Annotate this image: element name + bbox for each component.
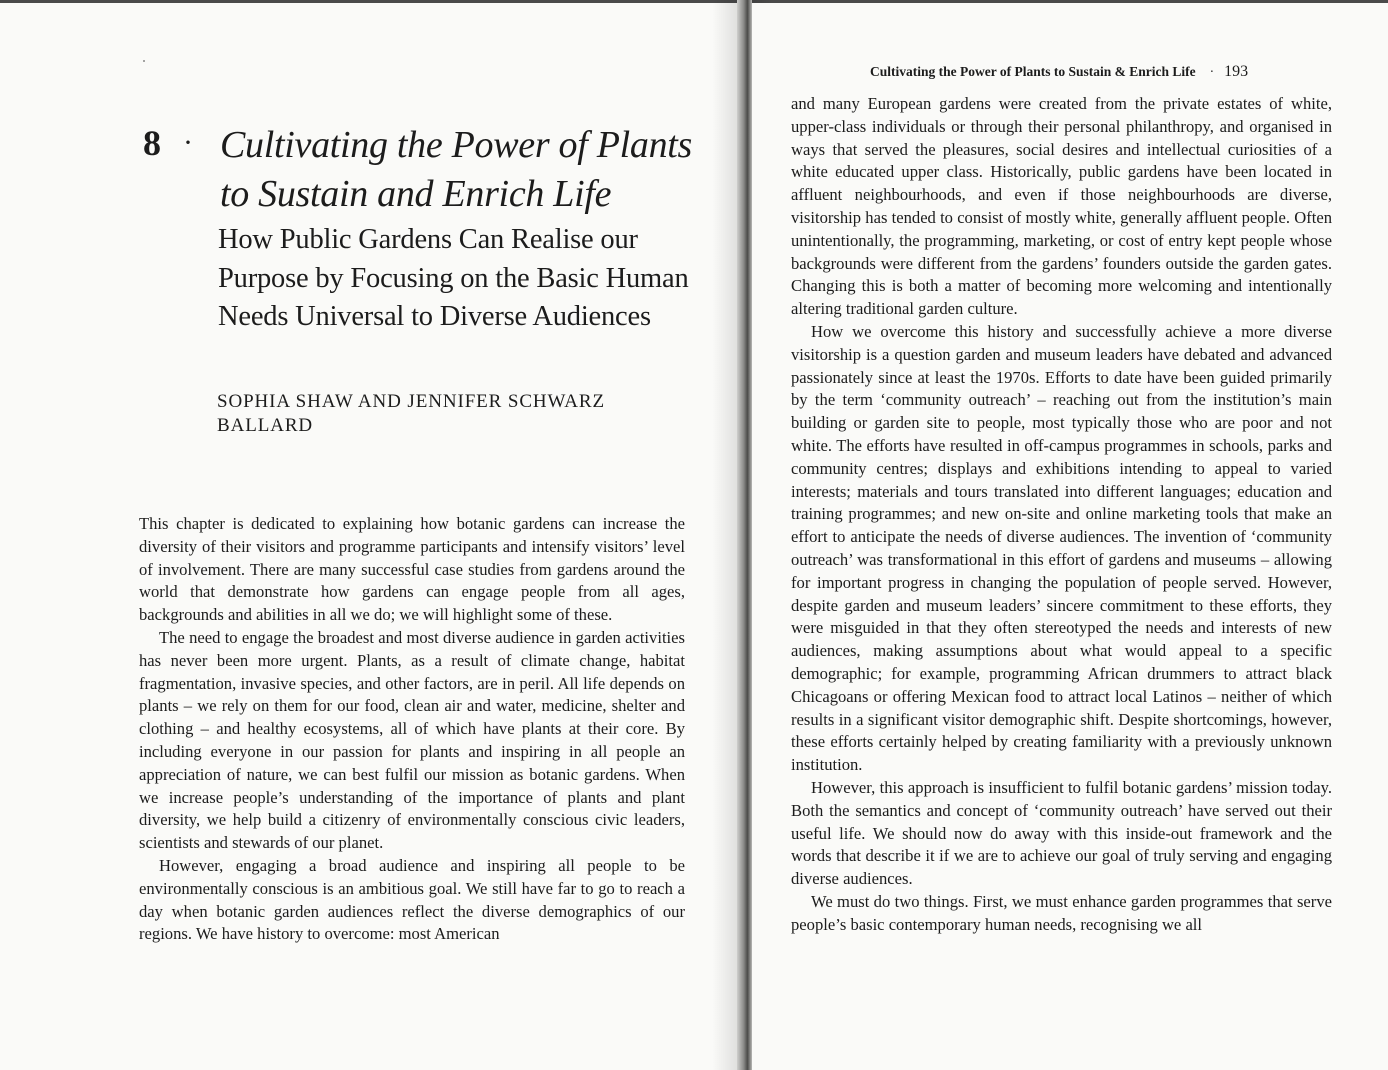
gutter-shadow — [712, 0, 737, 1070]
left-page — [0, 3, 737, 1070]
paragraph: We must do two things. First, we must enhance garden programmes that serve people’s basic contemporary human needs, recognising we all — [791, 891, 1332, 934]
chapter-title: Cultivating the Power of Plants to Sustain and Enrich Life — [220, 124, 693, 215]
paragraph: However, engaging a broad audience and inspiring all people to be environmentally conscious is an ambitious goal. We still have far to go to reach a day when botanic garden audiences reflect the diverse demographics of our regions. We have history to overcome: most American — [139, 855, 685, 944]
paragraph: The need to engage the broadest and most diverse audience in garden activities has never been more urgent. Plants, as a result of climate change, habitat fragmentation, invasive species, and other factors, are in peril. All life depends on plants – we rely on them for our food, clean air and water, medicine, shelter and clothing – and healthy ecosystems, all of which have plants at their core. By including everyone in our passion for plants and inspiring in all people an appreciation of nature, we can best fulfil our mission as botanic gardens. When we increase people’s understanding of the importance of plants and plant diversity, we help build a citizenry of environmentally conscious civic leaders, scientists and stewards of our planet. — [139, 627, 685, 853]
chapter-number: 8 — [143, 123, 161, 163]
page-number: 193 — [1224, 63, 1249, 80]
chapter-authors: SOPHIA SHAW AND JENNIFER SCHWARZ BALLARD — [217, 391, 605, 436]
left-page-body — [139, 513, 685, 946]
paragraph: How we overcome this history and successfully achieve a more diverse visitorship is a question garden and museum leaders have debated and advanced passionately since at least the 1970s. Efforts to date have been guided primarily by the term ‘community outreach’ – reaching out from the institution’s main building or garden site to people, most typically those who are poor and not white. The efforts have resulted in off-campus programmes in schools, parks and community centres; displays and exhibitions intending to appeal to varied interests; materials and tours translated into different languages; education and training programmes; and new on-site and online marketing tools that make an effort to anticipate the needs of diverse audiences. The invention of ‘community outreach’ was transformational in this effort of gardens and museums – allowing for important progress in changing the population of people served. However, despite garden and museum leaders’ sincere commitment to these efforts, they were misguided in that they often stereotyped the needs and interests of new audiences, making assumptions about what would appeal to a specific demographic; for example, programming African drummers to attract black Chicagoans or offering Mexican food to attract local Latinos – neither of which results in a significant visitor demographic shift. Despite shortcomings, however, these efforts certainly helped by creating familiarity with a previously unknown institution. — [791, 321, 1332, 775]
right-page-body — [791, 93, 1332, 936]
book-gutter — [737, 0, 752, 1070]
running-head-separator: · — [1209, 64, 1215, 79]
paragraph: This chapter is dedicated to explaining how botanic gardens can increase the diversity of their visitors and programme participants and intensify visitors’ level of involvement. There are many successful case studies from gardens around the world that demonstrate how gardens can engage people from all ages, backgrounds and abilities in all we do; we will highlight some of these. — [139, 514, 685, 625]
chapter-subtitle: How Public Gardens Can Realise our Purpose by Focusing on the Basic Human Needs Universal to Diverse Audiences — [218, 224, 689, 332]
running-head-title: Cultivating the Power of Plants to Sustain & Enrich Life — [870, 64, 1196, 79]
running-head — [870, 62, 1332, 82]
paragraph: and many European gardens were created from the private estates of white, upper-class individuals or through their personal philanthropy, and organised in ways that served the pleasures, social desires and intellectual curiosities of a white educated upper class. Historically, public gardens have been located in affluent neighbourhoods, and even if those neighbourhoods are diverse, visitorship has tended to consist of mostly white, generally affluent people. Often unintentionally, the programming, marketing, or cost of entry kept people whose backgrounds were different from the gardens’ founders outside the garden gates. Changing this is both a matter of becoming more welcoming and intentionally altering traditional garden culture. — [791, 94, 1332, 319]
chapter-separator: · — [183, 126, 193, 159]
paragraph: However, this approach is insufficient to fulfil botanic gardens’ mission today. Both the semantics and concept of ‘community outreach’ have served out their useful life. We should now do away with this inside-out framework and the words that describe it if we are to achieve our goal of truly serving and engaging diverse audiences. — [791, 777, 1332, 889]
paper-speck — [143, 60, 145, 62]
